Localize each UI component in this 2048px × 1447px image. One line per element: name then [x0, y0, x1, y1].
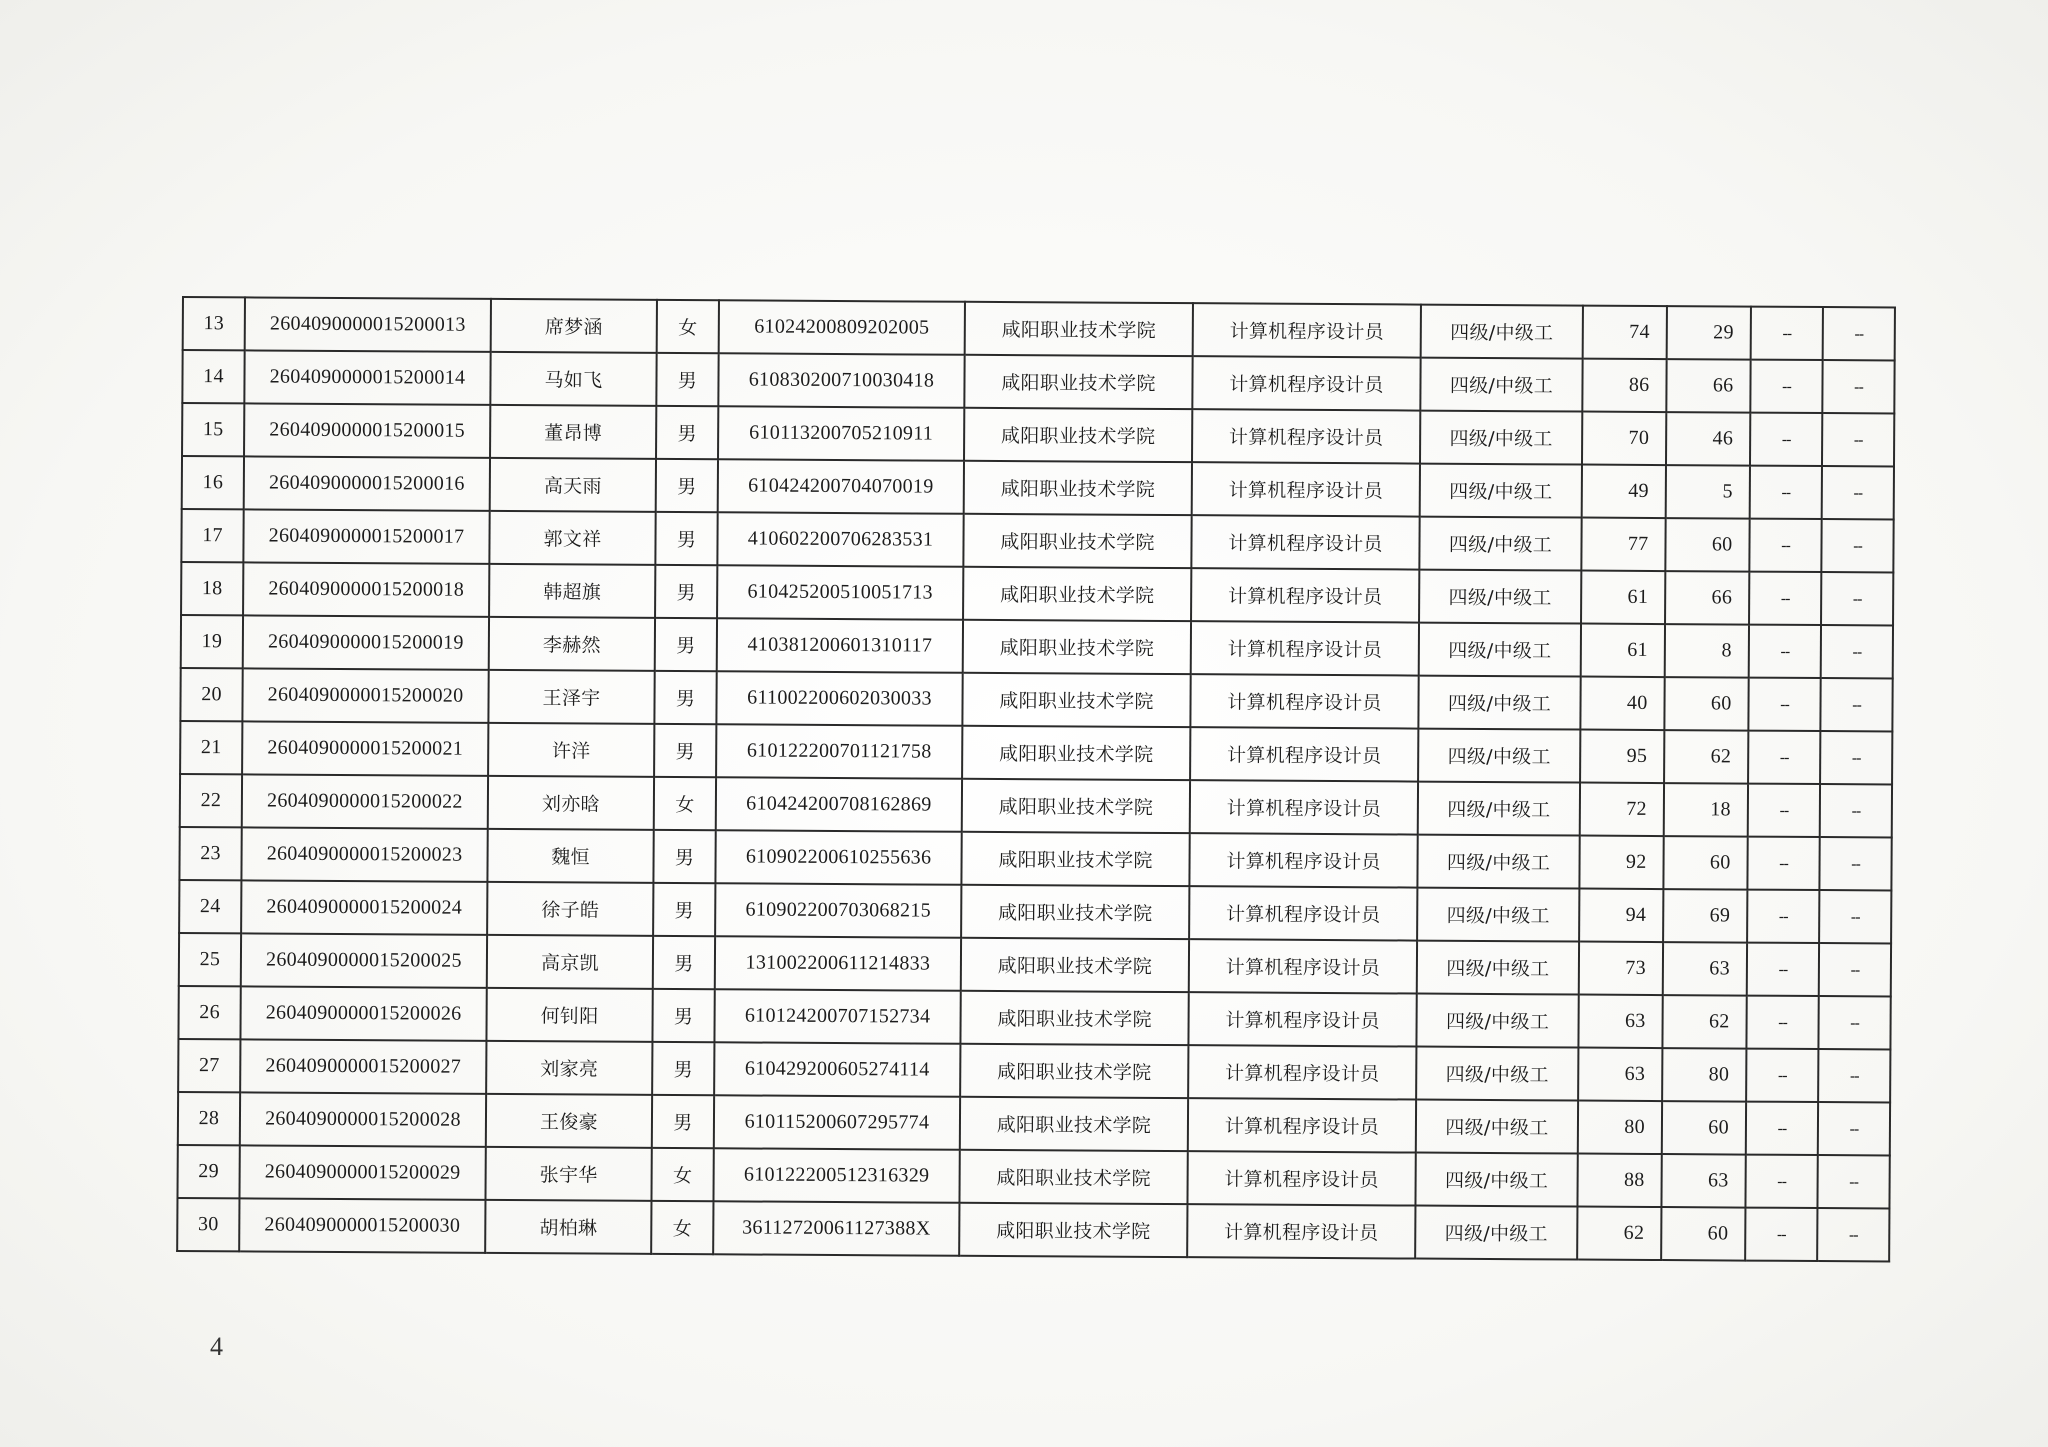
remark-cell: -- [1823, 307, 1895, 360]
candidate-name-cell: 何钊阳 [486, 988, 652, 1042]
level-cell: 四级/中级工 [1418, 729, 1580, 783]
school-cell: 咸阳职业技术学院 [961, 832, 1189, 886]
theory-score-cell: 63 [1578, 995, 1662, 1049]
row-number-cell: 21 [180, 721, 242, 774]
remark-cell: -- [1818, 996, 1890, 1049]
page-number: 4 [210, 1332, 223, 1361]
row-number-cell: 30 [177, 1198, 239, 1251]
skill-score-cell: 80 [1662, 1048, 1746, 1102]
candidate-name-cell: 高京凯 [487, 935, 653, 989]
row-number-cell: 25 [179, 933, 241, 986]
level-cell: 四级/中级工 [1418, 782, 1580, 836]
occupation-cell: 计算机程序设计员 [1188, 1098, 1416, 1152]
occupation-cell: 计算机程序设计员 [1189, 833, 1417, 887]
row-number-cell: 24 [179, 880, 241, 933]
extra-score-cell: -- [1746, 1102, 1818, 1155]
remark-cell: -- [1820, 678, 1892, 731]
gender-cell: 男 [652, 989, 714, 1042]
remark-cell: -- [1819, 837, 1891, 890]
id-number-cell: 610242008092020​05 [719, 300, 965, 355]
extra-score-cell: -- [1750, 466, 1822, 519]
theory-score-cell: 92 [1579, 836, 1663, 890]
extra-score-cell: -- [1749, 519, 1821, 572]
theory-score-cell: 72 [1580, 783, 1664, 837]
occupation-cell: 计算机程序设计员 [1190, 780, 1418, 834]
ticket-number-cell: 2604090000015200030 [239, 1198, 485, 1253]
candidate-name-cell: 刘亦晗 [488, 776, 654, 830]
occupation-cell: 计算机程序设计员 [1190, 727, 1418, 781]
candidate-name-cell: 郭文祥 [489, 511, 655, 565]
id-number-cell: 36112720061127388X [713, 1201, 959, 1256]
gender-cell: 男 [653, 883, 715, 936]
id-number-cell: 610830200710030418 [718, 353, 964, 408]
candidate-name-cell: 李赫然 [489, 617, 655, 671]
id-number-cell: 410602200706283531 [717, 512, 963, 567]
remark-cell: -- [1818, 1102, 1890, 1155]
ticket-number-cell: 2604090000015200023 [241, 827, 487, 882]
id-number-cell: 610115200607295774 [714, 1095, 960, 1150]
gender-cell: 女 [651, 1201, 713, 1254]
candidate-name-cell: 胡柏琳 [485, 1200, 651, 1254]
level-cell: 四级/中级工 [1420, 464, 1582, 518]
level-cell: 四级/中级工 [1416, 1100, 1578, 1154]
skill-score-cell: 60 [1662, 1101, 1746, 1155]
ticket-number-cell: 2604090000015200019 [243, 615, 489, 670]
candidate-name-cell: 张宇华 [485, 1147, 651, 1201]
row-number-cell: 16 [182, 456, 244, 509]
school-cell: 咸阳职业技术学院 [964, 461, 1192, 515]
row-number-cell: 28 [178, 1092, 240, 1145]
level-cell: 四级/中级工 [1416, 994, 1578, 1048]
gender-cell: 男 [656, 459, 718, 512]
ticket-number-cell: 2604090000015200017 [243, 509, 489, 564]
school-cell: 咸阳职业技术学院 [964, 355, 1192, 409]
theory-score-cell: 62 [1577, 1207, 1661, 1261]
row-number-cell: 19 [181, 615, 243, 668]
candidate-name-cell: 刘家亮 [486, 1041, 652, 1095]
extra-score-cell: -- [1750, 360, 1822, 413]
occupation-cell: 计算机程序设计员 [1191, 515, 1419, 569]
remark-cell: -- [1817, 1208, 1889, 1261]
id-number-cell: 610122200512316329 [713, 1148, 959, 1203]
skill-score-cell: 62 [1664, 730, 1748, 784]
ticket-number-cell: 2604090000015200013 [245, 297, 491, 352]
candidate-name-cell: 徐子皓 [487, 882, 653, 936]
gender-cell: 男 [652, 1042, 714, 1095]
occupation-cell: 计算机程序设计员 [1189, 939, 1417, 993]
occupation-cell: 计算机程序设计员 [1187, 1151, 1415, 1205]
id-number-cell: 410381200601310117 [717, 618, 963, 673]
theory-score-cell: 49 [1582, 465, 1666, 519]
candidate-name-cell: 许洋 [488, 723, 654, 777]
id-number-cell: 610113200705210911 [718, 406, 964, 461]
remark-cell: -- [1819, 943, 1891, 996]
school-cell: 咸阳职业技术学院 [961, 938, 1189, 992]
level-cell: 四级/中级工 [1419, 570, 1581, 624]
remark-cell: -- [1821, 572, 1893, 625]
id-number-cell: 610424200708162869 [716, 777, 962, 832]
candidate-name-cell: 高天雨 [490, 458, 656, 512]
ticket-number-cell: 2604090000015200025 [241, 933, 487, 988]
extra-score-cell: -- [1745, 1208, 1817, 1261]
remark-cell: -- [1820, 731, 1892, 784]
ticket-number-cell: 2604090000015200020 [242, 668, 488, 723]
row-number-cell: 26 [178, 986, 240, 1039]
id-number-cell: 610124200707152734 [714, 989, 960, 1044]
candidate-name-cell: 董昂博 [490, 405, 656, 459]
school-cell: 咸阳职业技术学院 [960, 991, 1188, 1045]
theory-score-cell: 77 [1581, 518, 1665, 572]
row-number-cell: 22 [180, 774, 242, 827]
level-cell: 四级/中级工 [1418, 676, 1580, 730]
theory-score-cell: 63 [1578, 1048, 1662, 1102]
theory-score-cell: 40 [1580, 677, 1664, 731]
extra-score-cell: -- [1748, 784, 1820, 837]
row-number-cell: 27 [178, 1039, 240, 1092]
candidate-name-cell: 韩超旗 [489, 564, 655, 618]
id-number-cell: 610425200510051713 [717, 565, 963, 620]
gender-cell: 男 [656, 353, 718, 406]
school-cell: 咸阳职业技术学院 [965, 302, 1193, 356]
skill-score-cell: 63 [1663, 942, 1747, 996]
occupation-cell: 计算机程序设计员 [1189, 886, 1417, 940]
extra-score-cell: -- [1747, 837, 1819, 890]
skill-score-cell: 60 [1661, 1207, 1745, 1261]
occupation-cell: 计算机程序设计员 [1191, 568, 1419, 622]
row-number-cell: 17 [181, 509, 243, 562]
skill-score-cell: 60 [1665, 518, 1749, 572]
occupation-cell: 计算机程序设计员 [1192, 462, 1420, 516]
theory-score-cell: 86 [1582, 359, 1666, 413]
id-number-cell: 610122200701121758 [716, 724, 962, 779]
skill-score-cell: 5 [1666, 465, 1750, 519]
extra-score-cell: -- [1746, 996, 1818, 1049]
gender-cell: 男 [652, 1095, 714, 1148]
school-cell: 咸阳职业技术学院 [962, 726, 1190, 780]
extra-score-cell: -- [1749, 625, 1821, 678]
gender-cell: 男 [655, 512, 717, 565]
theory-score-cell: 74 [1583, 306, 1667, 360]
level-cell: 四级/中级工 [1420, 358, 1582, 412]
extra-score-cell: -- [1751, 307, 1823, 360]
skill-score-cell: 18 [1664, 783, 1748, 837]
gender-cell: 男 [653, 936, 715, 989]
theory-score-cell: 70 [1582, 412, 1666, 466]
school-cell: 咸阳职业技术学院 [963, 567, 1191, 621]
row-number-cell: 23 [179, 827, 241, 880]
remark-cell: -- [1818, 1049, 1890, 1102]
remark-cell: -- [1819, 890, 1891, 943]
level-cell: 四级/中级工 [1416, 1047, 1578, 1101]
extra-score-cell: -- [1748, 731, 1820, 784]
theory-score-cell: 73 [1579, 942, 1663, 996]
row-number-cell: 20 [180, 668, 242, 721]
skill-score-cell: 29 [1667, 306, 1751, 360]
occupation-cell: 计算机程序设计员 [1187, 1204, 1415, 1258]
candidate-name-cell: 席梦涵 [491, 299, 657, 353]
skill-score-cell: 60 [1664, 677, 1748, 731]
skill-score-cell: 8 [1665, 624, 1749, 678]
skill-score-cell: 46 [1666, 412, 1750, 466]
level-cell: 四级/中级工 [1417, 888, 1579, 942]
remark-cell: -- [1822, 413, 1894, 466]
candidate-score-table [176, 296, 1896, 1262]
gender-cell: 女 [654, 777, 716, 830]
ticket-number-cell: 2604090000015200024 [241, 880, 487, 935]
skill-score-cell: 66 [1665, 571, 1749, 625]
occupation-cell: 计算机程序设计员 [1188, 1045, 1416, 1099]
school-cell: 咸阳职业技术学院 [962, 779, 1190, 833]
candidate-name-cell: 王俊豪 [486, 1094, 652, 1148]
theory-score-cell: 80 [1578, 1101, 1662, 1155]
gender-cell: 男 [656, 406, 718, 459]
occupation-cell: 计算机程序设计员 [1191, 621, 1419, 675]
level-cell: 四级/中级工 [1415, 1153, 1577, 1207]
ticket-number-cell: 2604090000015200029 [239, 1145, 485, 1200]
extra-score-cell: -- [1747, 943, 1819, 996]
level-cell: 四级/中级工 [1419, 623, 1581, 677]
theory-score-cell: 61 [1581, 571, 1665, 625]
level-cell: 四级/中级工 [1420, 411, 1582, 465]
table-body [177, 297, 1895, 1261]
extra-score-cell: -- [1749, 572, 1821, 625]
occupation-cell: 计算机程序设计员 [1192, 409, 1420, 463]
id-number-cell: 610902200703068215 [715, 883, 961, 938]
gender-cell: 男 [655, 618, 717, 671]
table-row [177, 1198, 1889, 1261]
school-cell: 咸阳职业技术学院 [964, 408, 1192, 462]
id-number-cell: 610902200610255636 [715, 830, 961, 885]
level-cell: 四级/中级工 [1417, 941, 1579, 995]
school-cell: 咸阳职业技术学院 [962, 673, 1190, 727]
occupation-cell: 计算机程序设计员 [1188, 992, 1416, 1046]
ticket-number-cell: 2604090000015200018 [243, 562, 489, 617]
level-cell: 四级/中级工 [1415, 1206, 1577, 1260]
ticket-number-cell: 2604090000015200027 [240, 1039, 486, 1094]
extra-score-cell: -- [1746, 1049, 1818, 1102]
gender-cell: 男 [654, 671, 716, 724]
ticket-number-cell: 2604090000015200028 [240, 1092, 486, 1147]
ticket-number-cell: 2604090000015200016 [244, 456, 490, 511]
theory-score-cell: 94 [1579, 889, 1663, 943]
level-cell: 四级/中级工 [1417, 835, 1579, 889]
ticket-number-cell: 2604090000015200026 [240, 986, 486, 1041]
level-cell: 四级/中级工 [1419, 517, 1581, 571]
row-number-cell: 13 [183, 297, 245, 350]
ticket-number-cell: 2604090000015200014 [244, 350, 490, 405]
ticket-number-cell: 2604090000015200015 [244, 403, 490, 458]
occupation-cell: 计算机程序设计员 [1192, 356, 1420, 410]
extra-score-cell: -- [1750, 413, 1822, 466]
occupation-cell: 计算机程序设计员 [1190, 674, 1418, 728]
level-cell: 四级/中级工 [1421, 305, 1583, 359]
remark-cell: -- [1817, 1155, 1889, 1208]
occupation-cell: 计算机程序设计员 [1193, 303, 1421, 357]
school-cell: 咸阳职业技术学院 [963, 514, 1191, 568]
extra-score-cell: -- [1748, 678, 1820, 731]
ticket-number-cell: 2604090000015200021 [242, 721, 488, 776]
theory-score-cell: 95 [1580, 730, 1664, 784]
candidate-name-cell: 马如飞 [490, 352, 656, 406]
remark-cell: -- [1821, 519, 1893, 572]
row-number-cell: 29 [177, 1145, 239, 1198]
remark-cell: -- [1822, 360, 1894, 413]
skill-score-cell: 60 [1663, 836, 1747, 890]
skill-score-cell: 66 [1666, 359, 1750, 413]
id-number-cell: 610424200704070019 [718, 459, 964, 514]
gender-cell: 男 [654, 724, 716, 777]
extra-score-cell: -- [1747, 890, 1819, 943]
gender-cell: 女 [657, 300, 719, 353]
row-number-cell: 18 [181, 562, 243, 615]
theory-score-cell: 88 [1577, 1154, 1661, 1208]
candidate-name-cell: 王泽宇 [488, 670, 654, 724]
school-cell: 咸阳职业技术学院 [960, 1044, 1188, 1098]
school-cell: 咸阳职业技术学院 [960, 1097, 1188, 1151]
gender-cell: 男 [653, 830, 715, 883]
id-number-cell: 611002200602030033 [716, 671, 962, 726]
skill-score-cell: 63 [1661, 1154, 1745, 1208]
row-number-cell: 15 [182, 403, 244, 456]
school-cell: 咸阳职业技术学院 [959, 1150, 1187, 1204]
gender-cell: 女 [651, 1148, 713, 1201]
id-number-cell: 610429200605274114 [714, 1042, 960, 1097]
gender-cell: 男 [655, 565, 717, 618]
theory-score-cell: 61 [1581, 624, 1665, 678]
remark-cell: -- [1821, 625, 1893, 678]
skill-score-cell: 69 [1663, 889, 1747, 943]
school-cell: 咸阳职业技术学院 [961, 885, 1189, 939]
id-number-cell: 131002200611214833 [715, 936, 961, 991]
row-number-cell: 14 [182, 350, 244, 403]
skill-score-cell: 62 [1662, 995, 1746, 1049]
extra-score-cell: -- [1745, 1155, 1817, 1208]
remark-cell: -- [1822, 466, 1894, 519]
ticket-number-cell: 2604090000015200022 [242, 774, 488, 829]
remark-cell: -- [1820, 784, 1892, 837]
school-cell: 咸阳职业技术学院 [959, 1203, 1187, 1257]
candidate-name-cell: 魏恒 [487, 829, 653, 883]
school-cell: 咸阳职业技术学院 [963, 620, 1191, 674]
